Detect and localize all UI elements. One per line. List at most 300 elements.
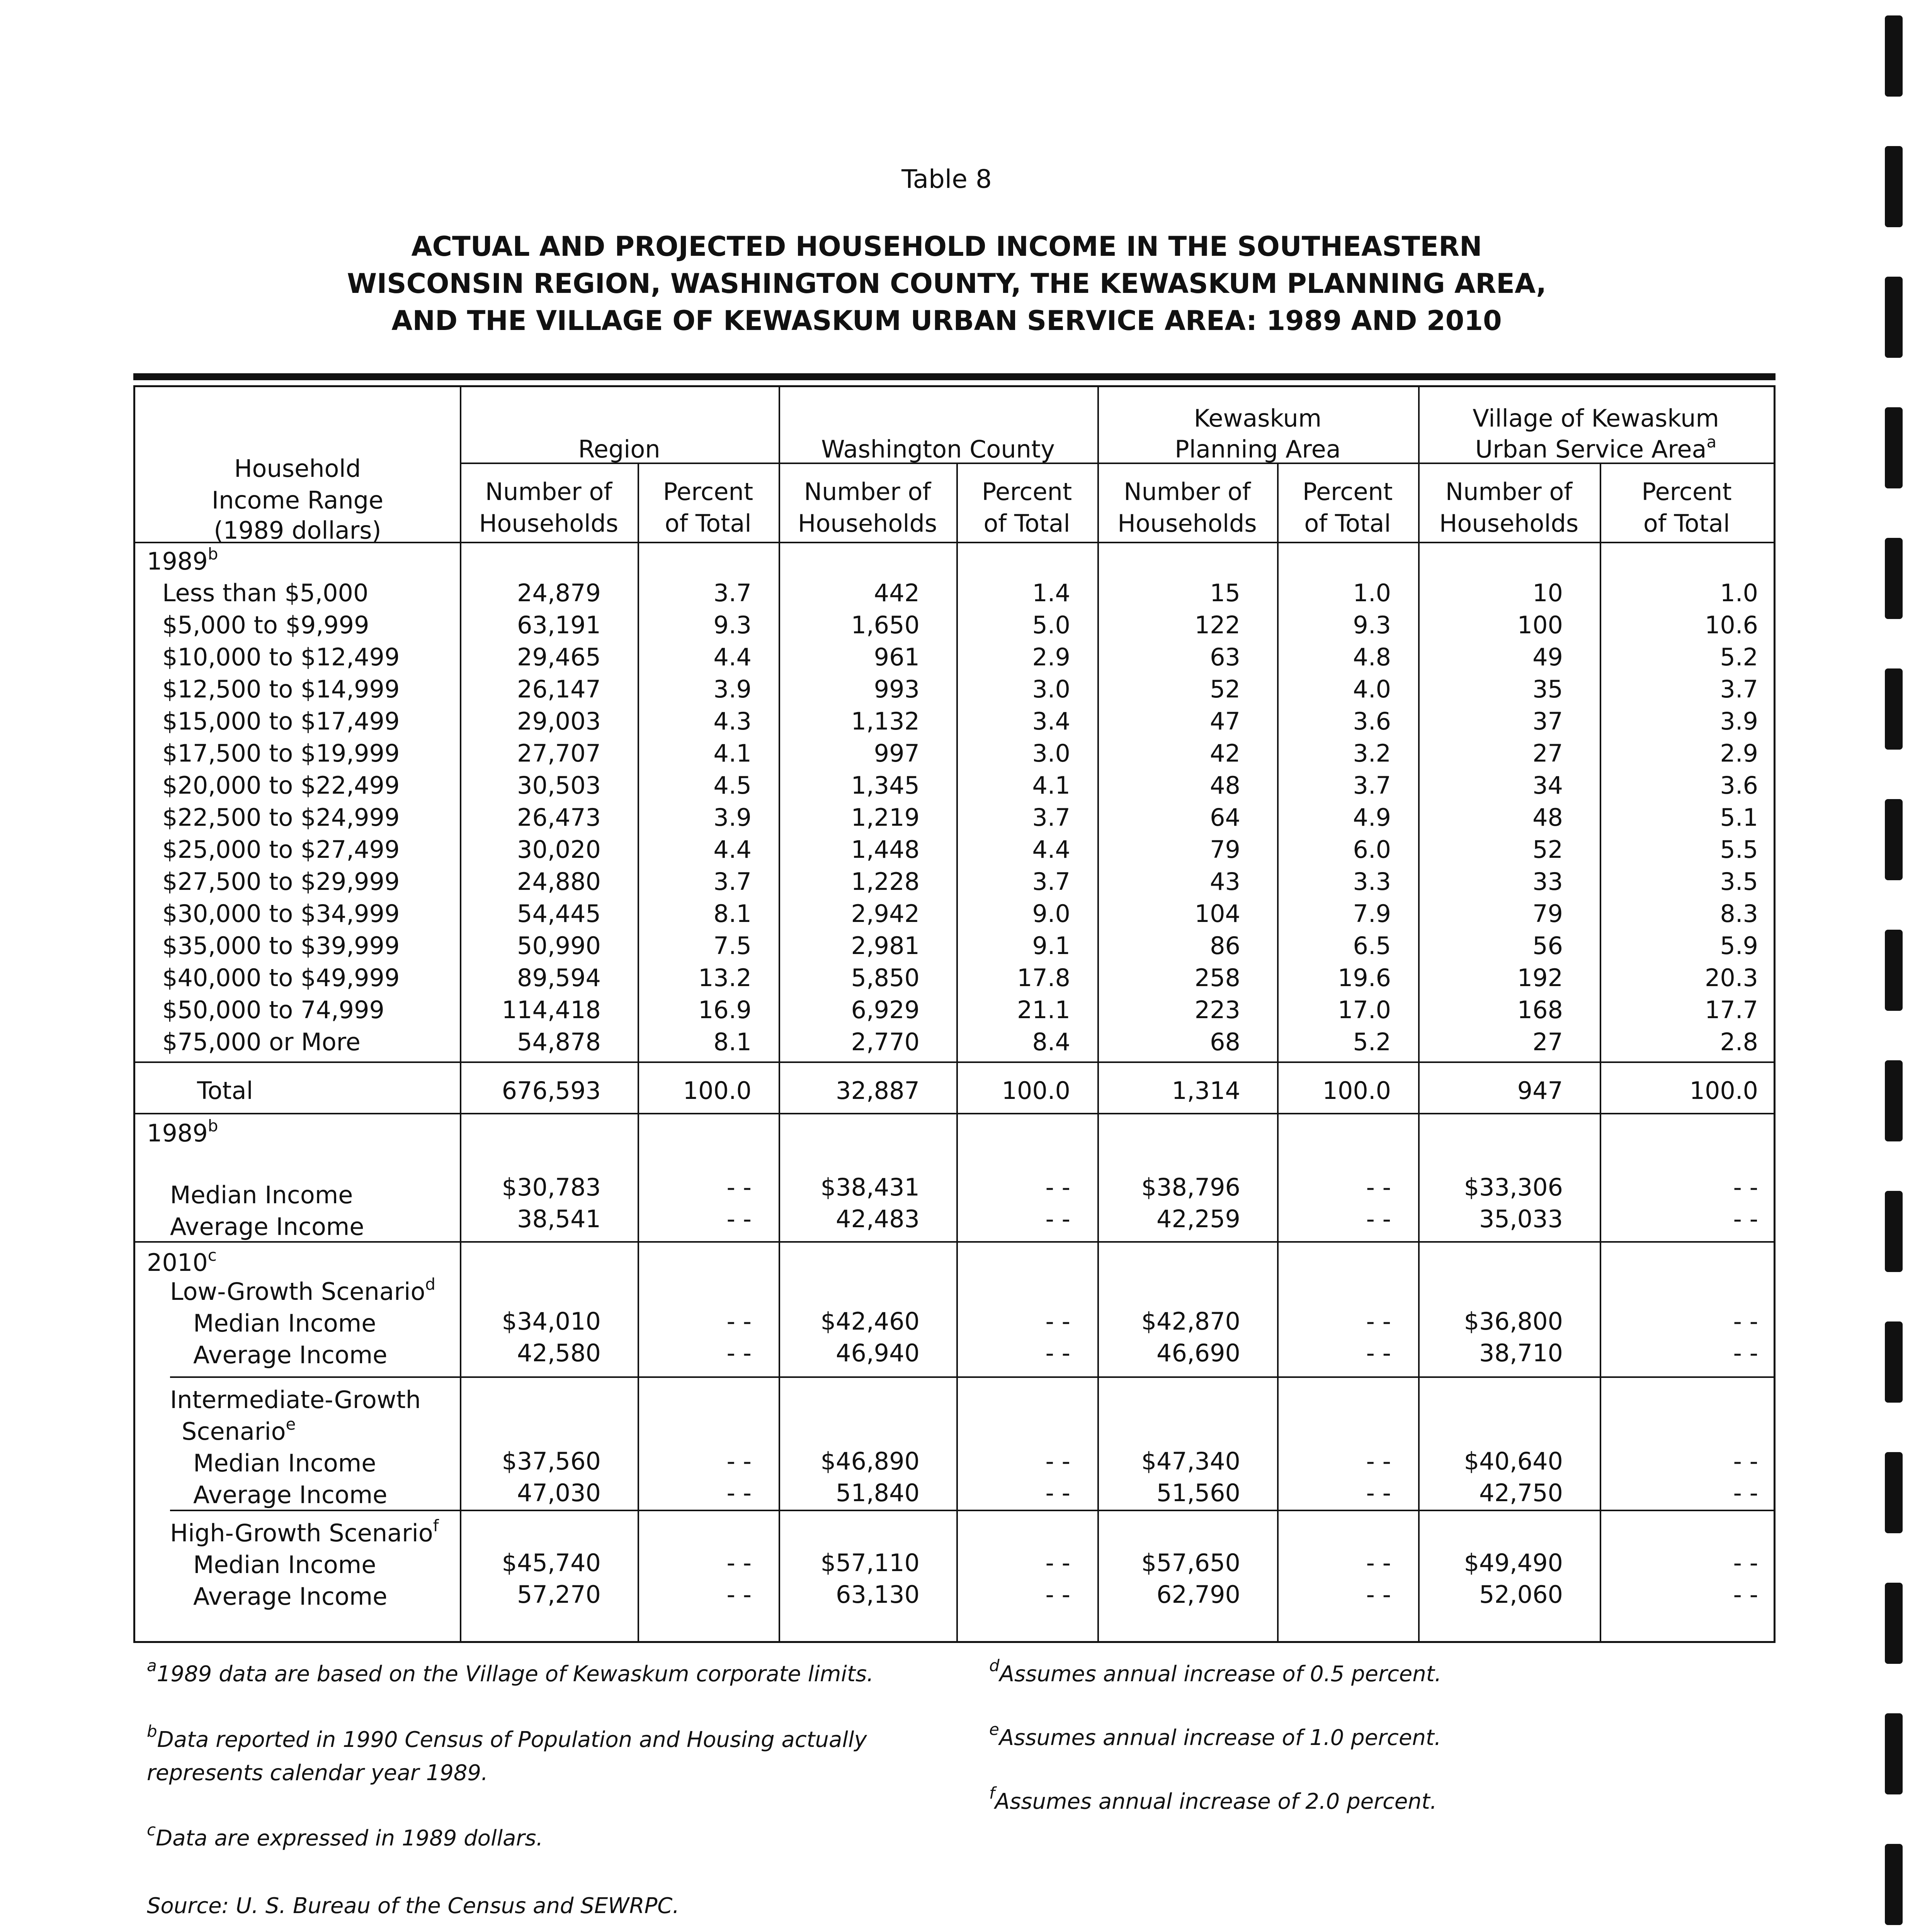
number-value: 51,840 (836, 1479, 920, 1507)
number-value: 54,445 (517, 900, 601, 928)
scenario-name-text: Scenario (182, 1417, 286, 1446)
percent-value: 100.0 (1002, 1077, 1070, 1105)
number-value: 1,650 (851, 611, 920, 639)
percent-value: 4.4 (713, 643, 752, 671)
footnote-text: 1989 data are based on the Village of Kewaskum corporate limits. (156, 1662, 874, 1687)
percent-value: 3.7 (1720, 675, 1758, 703)
number-value: 49 (1532, 643, 1563, 671)
stub-header-line: Income Range (211, 486, 384, 514)
number-value: 86 (1210, 932, 1240, 960)
number-value: 2,942 (851, 900, 920, 928)
percent-value: 5.5 (1720, 835, 1758, 864)
percent-value: 2.8 (1720, 1028, 1758, 1056)
number-value: 104 (1194, 900, 1240, 928)
income-range-label: $15,000 to $17,499 (162, 707, 400, 735)
number-value: 27,707 (517, 739, 601, 767)
number-value: 35,033 (1479, 1205, 1563, 1233)
summary-row-label: Average Income (170, 1213, 364, 1241)
table-top-rule (133, 373, 1776, 380)
number-value: $30,783 (502, 1173, 601, 1201)
percent-value: 8.1 (713, 1028, 752, 1056)
scenario-row-label: Average Income (193, 1582, 388, 1611)
number-value: 1,345 (851, 771, 920, 799)
footnote-marker: b (147, 1722, 157, 1741)
percent-value: - - (1366, 1339, 1391, 1367)
number-value: $57,650 (1141, 1549, 1240, 1577)
footnote (989, 1658, 1442, 1691)
number-value: 27 (1532, 1028, 1563, 1056)
group-header: Washington County (821, 435, 1055, 463)
number-value: 62,790 (1156, 1580, 1240, 1609)
number-value: 64 (1210, 803, 1240, 832)
binding-mark (1885, 1844, 1903, 1925)
percent-value: 6.5 (1353, 932, 1391, 960)
binding-mark (1885, 15, 1903, 97)
number-value: 442 (874, 579, 920, 607)
section-label-2010-sup: c (207, 1246, 217, 1265)
number-value: 5,850 (851, 964, 920, 992)
percent-header: Percent (663, 478, 753, 506)
section-label-2010 (147, 1247, 217, 1279)
percent-value: 20.3 (1704, 964, 1758, 992)
percent-value: 3.0 (1032, 675, 1070, 703)
percent-value: - - (1366, 1580, 1391, 1609)
percent-value: - - (1366, 1173, 1391, 1201)
summary-1989-label-sup: b (207, 1116, 218, 1135)
percent-value: - - (1366, 1447, 1391, 1475)
number-value: 223 (1194, 996, 1240, 1024)
percent-value: 3.7 (1353, 771, 1391, 799)
scenario-name: Intermediate-Growth (170, 1386, 421, 1414)
percent-value: - - (1733, 1479, 1758, 1507)
scenario-row-label: Average Income (193, 1481, 388, 1509)
footnote-line (147, 1757, 867, 1790)
group-header: Kewaskum (1194, 404, 1322, 432)
binding-mark (1885, 538, 1903, 619)
percent-value: - - (1045, 1339, 1070, 1367)
footnote-line (147, 1723, 867, 1757)
footnote-line (989, 1785, 1437, 1818)
scenario-name-text: High-Growth Scenario (170, 1519, 433, 1547)
group-header: Village of Kewaskum (1473, 404, 1719, 432)
summary-1989-label-text: 1989 (147, 1119, 208, 1147)
number-value: 42,750 (1479, 1479, 1563, 1507)
percent-value: - - (1366, 1479, 1391, 1507)
number-value: 68 (1210, 1028, 1240, 1056)
footnote (989, 1721, 1441, 1755)
group-header: Planning Area (1175, 435, 1341, 463)
percent-value: - - (726, 1580, 752, 1609)
number-value: 33 (1532, 867, 1563, 896)
percent-header: Percent (1302, 478, 1393, 506)
income-range-label: $35,000 to $39,999 (162, 932, 400, 960)
number-value: 50,990 (517, 932, 601, 960)
number-value: 30,020 (517, 835, 601, 864)
stub-header-line: Household (234, 454, 361, 483)
income-range-label: $22,500 to $24,999 (162, 803, 400, 832)
number-value: 100 (1517, 611, 1563, 639)
percent-value: 5.1 (1720, 803, 1758, 832)
scenario-row-label: Median Income (193, 1309, 376, 1337)
percent-value: 3.7 (1032, 803, 1070, 832)
percent-value: 1.4 (1032, 579, 1070, 607)
number-value: 114,418 (502, 996, 601, 1024)
footnote-line (147, 1822, 543, 1855)
number-value: $42,460 (820, 1307, 920, 1335)
number-value: $57,110 (820, 1549, 920, 1577)
scenario-name-sup: f (433, 1516, 439, 1535)
percent-value: 3.4 (1032, 707, 1070, 735)
number-value: 26,147 (517, 675, 601, 703)
percent-value: 5.9 (1720, 932, 1758, 960)
footnote-marker: c (147, 1820, 156, 1839)
percent-value: 21.1 (1017, 996, 1070, 1024)
binding-mark (1885, 407, 1903, 488)
footnote-text: Assumes annual increase of 2.0 percent. (995, 1789, 1437, 1814)
percent-value: 17.7 (1704, 996, 1758, 1024)
percent-value: 4.1 (713, 739, 752, 767)
footnote-line (147, 1658, 874, 1691)
percent-header: Percent (1641, 478, 1732, 506)
title-line: AND THE VILLAGE OF KEWASKUM URBAN SERVICE AREA: 1989 AND 2010 (391, 305, 1502, 337)
percent-value: 3.9 (713, 675, 752, 703)
income-range-label: $20,000 to $22,499 (162, 771, 400, 799)
percent-value: 3.7 (1032, 867, 1070, 896)
scenario-row-label: Median Income (193, 1449, 376, 1477)
number-header: Households (1439, 509, 1579, 537)
percent-value: 9.3 (1353, 611, 1391, 639)
percent-value: 3.7 (713, 867, 752, 896)
footnote-text: represents calendar year 1989. (147, 1760, 488, 1786)
income-range-label: $17,500 to $19,999 (162, 739, 400, 767)
percent-value: - - (1045, 1205, 1070, 1233)
number-value: 79 (1210, 835, 1240, 864)
number-value: 51,560 (1156, 1479, 1240, 1507)
percent-value: - - (1045, 1173, 1070, 1201)
footnote (147, 1822, 543, 1855)
number-value: 2,981 (851, 932, 920, 960)
footnote-text: Assumes annual increase of 0.5 percent. (999, 1662, 1442, 1687)
percent-value: 4.5 (713, 771, 752, 799)
total-label: Total (197, 1077, 253, 1105)
number-header: Households (479, 509, 619, 537)
percent-value: - - (1366, 1307, 1391, 1335)
binding-mark (1885, 1713, 1903, 1794)
binding-mark (1885, 1321, 1903, 1403)
number-value: $40,640 (1464, 1447, 1563, 1475)
percent-value: 7.9 (1353, 900, 1391, 928)
section-label-2010-text: 2010 (147, 1248, 208, 1277)
percent-header: Percent (981, 478, 1072, 506)
row-divider (135, 1241, 1774, 1243)
binding-mark (1885, 1583, 1903, 1664)
percent-value: 10.6 (1704, 611, 1758, 639)
scenario-name-sup: e (286, 1415, 296, 1434)
number-value: 42 (1210, 739, 1240, 767)
group-header: Region (578, 435, 660, 463)
number-value: 24,879 (517, 579, 601, 607)
number-value: 6,929 (851, 996, 920, 1024)
percent-value: 17.0 (1337, 996, 1391, 1024)
number-value: 63 (1210, 643, 1240, 671)
percent-value: - - (1045, 1549, 1070, 1577)
percent-value: - - (1733, 1447, 1758, 1475)
percent-value: 3.9 (713, 803, 752, 832)
number-value: 38,710 (1479, 1339, 1563, 1367)
scenario-row-label: Median Income (193, 1551, 376, 1579)
income-range-label: Less than $5,000 (162, 579, 369, 607)
row-divider (170, 1376, 1774, 1378)
number-value: 30,503 (517, 771, 601, 799)
summary-row-label: Median Income (170, 1181, 353, 1209)
percent-value: - - (726, 1549, 752, 1577)
number-value: 29,003 (517, 707, 601, 735)
footnote (147, 1658, 874, 1691)
footnote-marker: f (989, 1784, 995, 1803)
number-value: 947 (1517, 1077, 1563, 1105)
number-value: 26,473 (517, 803, 601, 832)
number-header: Number of (1445, 478, 1573, 506)
number-value: $37,560 (502, 1447, 601, 1475)
percent-value: - - (726, 1339, 752, 1367)
number-header: Households (1117, 509, 1257, 537)
number-value: 42,259 (1156, 1205, 1240, 1233)
number-value: $38,796 (1141, 1173, 1240, 1201)
scenario-name (182, 1416, 296, 1447)
number-value: 79 (1532, 900, 1563, 928)
number-value: 997 (874, 739, 920, 767)
footnote-text: Assumes annual increase of 1.0 percent. (999, 1725, 1441, 1750)
percent-value: - - (726, 1205, 752, 1233)
income-range-label: $25,000 to $27,499 (162, 835, 400, 864)
number-value: $45,740 (502, 1549, 601, 1577)
percent-value: 17.8 (1017, 964, 1070, 992)
scenario-name-sup: d (425, 1275, 436, 1294)
percent-value: - - (726, 1447, 752, 1475)
number-value: 2,770 (851, 1028, 920, 1056)
percent-value: 3.7 (713, 579, 752, 607)
number-value: 1,228 (851, 867, 920, 896)
section-label-1989-sup: b (207, 544, 218, 563)
row-divider (170, 1510, 1774, 1511)
scenario-name (170, 1517, 439, 1549)
percent-value: - - (1366, 1205, 1391, 1233)
percent-value: 9.3 (713, 611, 752, 639)
number-value: 38,541 (517, 1205, 601, 1233)
number-value: $46,890 (820, 1447, 920, 1475)
number-value: 32,887 (836, 1077, 920, 1105)
number-value: $34,010 (502, 1307, 601, 1335)
percent-value: 100.0 (683, 1077, 752, 1105)
number-value: 42,580 (517, 1339, 601, 1367)
percent-value: - - (1733, 1549, 1758, 1577)
percent-value: - - (1733, 1173, 1758, 1201)
number-value: 1,132 (851, 707, 920, 735)
percent-value: 4.4 (1032, 835, 1070, 864)
percent-value: - - (1045, 1479, 1070, 1507)
group-header (1418, 434, 1774, 465)
percent-value: 3.3 (1353, 867, 1391, 896)
binding-mark (1885, 799, 1903, 880)
number-value: 47,030 (517, 1479, 601, 1507)
percent-value: - - (1733, 1205, 1758, 1233)
number-value: 1,219 (851, 803, 920, 832)
summary-1989-label (147, 1117, 218, 1149)
section-label-1989-text: 1989 (147, 547, 208, 575)
title-line: WISCONSIN REGION, WASHINGTON COUNTY, THE KEWASKUM PLANNING AREA, (347, 268, 1547, 299)
source-note: Source: U. S. Bureau of the Census and SEWRPC. (147, 1893, 680, 1918)
scenario-row-label: Average Income (193, 1341, 388, 1369)
percent-value: 3.2 (1353, 739, 1391, 767)
income-range-label: $50,000 to 74,999 (162, 996, 384, 1024)
number-value: 89,594 (517, 964, 601, 992)
percent-value: 8.1 (713, 900, 752, 928)
number-value: 35 (1532, 675, 1563, 703)
group-header-text: Urban Service Area (1475, 435, 1707, 463)
percent-value: - - (726, 1307, 752, 1335)
percent-value: 7.5 (713, 932, 752, 960)
footnote-marker: d (989, 1656, 1000, 1675)
group-header-sup: a (1706, 432, 1717, 451)
number-value: 54,878 (517, 1028, 601, 1056)
income-range-label: $40,000 to $49,999 (162, 964, 400, 992)
number-header: Number of (804, 478, 931, 506)
percent-value: 5.2 (1720, 643, 1758, 671)
number-value: 27 (1532, 739, 1563, 767)
percent-value: 4.9 (1353, 803, 1391, 832)
percent-value: 16.9 (698, 996, 752, 1024)
percent-header: of Total (983, 509, 1070, 537)
percent-value: 3.6 (1353, 707, 1391, 735)
percent-value: 1.0 (1720, 579, 1758, 607)
footnote-line (989, 1721, 1441, 1755)
number-value: $42,870 (1141, 1307, 1240, 1335)
percent-value: 3.6 (1720, 771, 1758, 799)
percent-value: 6.0 (1353, 835, 1391, 864)
percent-value: - - (1733, 1339, 1758, 1367)
income-range-label: $10,000 to $12,499 (162, 643, 400, 671)
income-range-label: $30,000 to $34,999 (162, 900, 400, 928)
binding-mark (1885, 1191, 1903, 1272)
number-value: 1,448 (851, 835, 920, 864)
number-value: 37 (1532, 707, 1563, 735)
number-value: 29,465 (517, 643, 601, 671)
percent-value: 4.0 (1353, 675, 1391, 703)
percent-header: of Total (1304, 509, 1391, 537)
number-value: 56 (1532, 932, 1563, 960)
number-value: 192 (1517, 964, 1563, 992)
number-value: 63,130 (836, 1580, 920, 1609)
percent-value: 1.0 (1353, 579, 1391, 607)
number-value: 24,880 (517, 867, 601, 896)
table-title (0, 228, 1893, 339)
binding-mark (1885, 930, 1903, 1011)
number-value: 258 (1194, 964, 1240, 992)
number-value: 47 (1210, 707, 1240, 735)
percent-value: 3.5 (1720, 867, 1758, 896)
number-value: 52 (1210, 675, 1240, 703)
percent-value: 9.0 (1032, 900, 1070, 928)
footnote-marker: e (989, 1720, 999, 1739)
percent-value: - - (726, 1173, 752, 1201)
number-value: 48 (1532, 803, 1563, 832)
row-divider (135, 1061, 1774, 1063)
binding-mark (1885, 1060, 1903, 1141)
section-label-1989 (147, 546, 218, 577)
percent-value: 3.9 (1720, 707, 1758, 735)
number-header: Number of (485, 478, 612, 506)
income-range-label: $5,000 to $9,999 (162, 611, 369, 639)
percent-value: 4.3 (713, 707, 752, 735)
number-value: 961 (874, 643, 920, 671)
number-value: 63,191 (517, 611, 601, 639)
number-value: 43 (1210, 867, 1240, 896)
number-header: Number of (1124, 478, 1251, 506)
number-value: $36,800 (1464, 1307, 1563, 1335)
number-value: 48 (1210, 771, 1240, 799)
footnote-text: Data reported in 1990 Census of Population and Housing actually (157, 1727, 867, 1752)
scenario-name-text: Low-Growth Scenario (170, 1277, 425, 1306)
percent-value: - - (1045, 1447, 1070, 1475)
number-value: $47,340 (1141, 1447, 1240, 1475)
percent-value: 3.0 (1032, 739, 1070, 767)
binding-mark (1885, 1452, 1903, 1533)
percent-value: 9.1 (1032, 932, 1070, 960)
percent-value: 4.4 (713, 835, 752, 864)
percent-value: - - (726, 1479, 752, 1507)
income-range-label: $75,000 or More (162, 1028, 361, 1056)
binding-mark (1885, 668, 1903, 750)
percent-value: - - (1733, 1307, 1758, 1335)
footnote-marker: a (147, 1656, 157, 1675)
number-value: $33,306 (1464, 1173, 1563, 1201)
number-value: 676,593 (502, 1077, 601, 1105)
percent-value: 4.8 (1353, 643, 1391, 671)
row-divider (135, 1113, 1774, 1114)
percent-value: 5.2 (1353, 1028, 1391, 1056)
footnote (989, 1785, 1437, 1818)
number-value: 52,060 (1479, 1580, 1563, 1609)
percent-value: - - (1045, 1307, 1070, 1335)
number-value: 168 (1517, 996, 1563, 1024)
number-value: 42,483 (836, 1205, 920, 1233)
percent-value: 100.0 (1689, 1077, 1758, 1105)
percent-header: of Total (1643, 509, 1730, 537)
number-value: $49,490 (1464, 1549, 1563, 1577)
percent-value: 5.0 (1032, 611, 1070, 639)
number-value: 52 (1532, 835, 1563, 864)
number-header: Households (798, 509, 937, 537)
percent-value: 13.2 (698, 964, 752, 992)
percent-header: of Total (665, 509, 752, 537)
percent-value: 2.9 (1032, 643, 1070, 671)
number-value: 993 (874, 675, 920, 703)
percent-value: 8.4 (1032, 1028, 1070, 1056)
footnote (147, 1723, 867, 1790)
number-value: 46,940 (836, 1339, 920, 1367)
stub-header-line: (1989 dollars) (214, 516, 381, 544)
table-label: Table 8 (901, 164, 992, 194)
percent-value: 19.6 (1337, 964, 1391, 992)
footnote-line (989, 1658, 1442, 1691)
percent-value: 4.1 (1032, 771, 1070, 799)
number-value: 15 (1210, 579, 1240, 607)
income-range-label: $27,500 to $29,999 (162, 867, 400, 896)
number-value: 57,270 (517, 1580, 601, 1609)
percent-value: - - (1733, 1580, 1758, 1609)
scenario-name (170, 1276, 435, 1308)
percent-value: - - (1045, 1580, 1070, 1609)
